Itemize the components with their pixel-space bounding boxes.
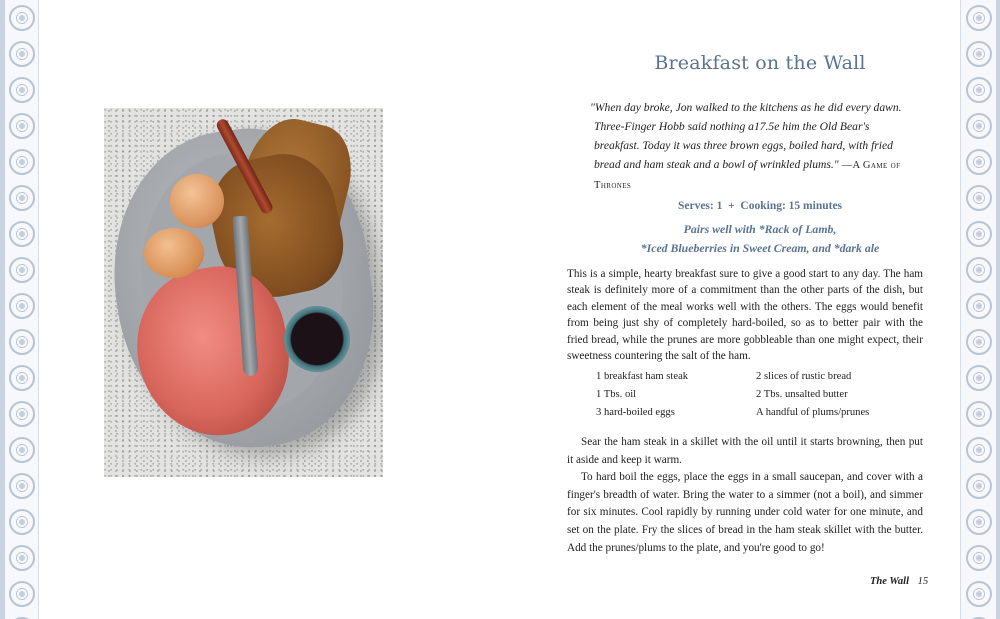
pairings-line: Pairs well with *Rack of Lamb, <box>683 222 837 236</box>
ingredient-item: 3 hard-boiled eggs <box>596 407 675 418</box>
ingredient-item: 1 Tbs. oil <box>596 389 637 400</box>
ingredient-item: A handful of plums/prunes <box>756 407 870 418</box>
serves: Serves: 1 <box>677 200 723 212</box>
section-name: The Wall <box>870 576 909 587</box>
page-number: 15 <box>917 576 929 587</box>
cooking-time: Cooking: 15 minutes <box>740 200 843 212</box>
recipe-title: Breakfast on the Wall <box>654 52 866 74</box>
brown-egg <box>144 228 204 278</box>
epigraph <box>590 98 906 195</box>
pairings-line: *Iced Blueberries in Sweet Cream, and *dark ale <box>640 241 880 255</box>
ingredient-item: 2 Tbs. unsalted butter <box>756 389 848 400</box>
ingredient-item: 2 slices of rustic bread <box>756 371 852 382</box>
decorative-border-right <box>960 0 1000 619</box>
ingredient-item: 1 breakfast ham steak <box>596 371 689 382</box>
recipe-meta <box>600 200 920 212</box>
epigraph-attribution: —A Game of Thrones <box>594 160 901 191</box>
food-photo <box>104 108 383 477</box>
rosette-pattern <box>961 0 996 619</box>
step-paragraph: Sear the ham steak in a skillet with the oil until it starts browning, then put it aside and keep it warm. <box>567 436 923 466</box>
brown-egg <box>170 174 224 228</box>
page-footer <box>870 576 928 587</box>
ingredient-list <box>596 368 896 422</box>
rosette-pattern <box>5 0 38 619</box>
decorative-border-left <box>0 0 39 619</box>
step-paragraph: To hard boil the eggs, place the eggs in a small saucepan, and cover with a finger's breadth of water. Bring the water to a simmer (not a boil), and simmer for six minutes. Cool rapidly by running under cold water for one minute, and set on the plate. Fry the slices of bread in the ham steak skillet with the butter. Add the prunes/plums to the plate, and you're good to go! <box>567 471 923 554</box>
recipe-intro: This is a simple, hearty breakfast sure to give a good start to any day. The ham steak is definitely more of a commitment than the other parts of the dish, but each element of the meal works well with the others. The eggs would benefit from being just shy of completely hard-boiled, so as to better pair with the fried bread, while the prunes are more gobbleable than one might expect, their sweetness countering the salt of the ham. <box>567 268 923 363</box>
meta-separator: + <box>728 200 735 212</box>
recipe-steps <box>567 434 923 557</box>
epigraph-quote: "When day broke, Jon walked to the kitchens as he did every dawn. Three-Finger Hobb said nothing a17.5e him the Old Bear's breakfast. Today it was three brown eggs, boiled hard, with fried bread and ham steak and a bowl of wrinkled plums." <box>590 101 902 171</box>
prune-bowl <box>284 306 350 372</box>
pairings <box>590 220 930 258</box>
